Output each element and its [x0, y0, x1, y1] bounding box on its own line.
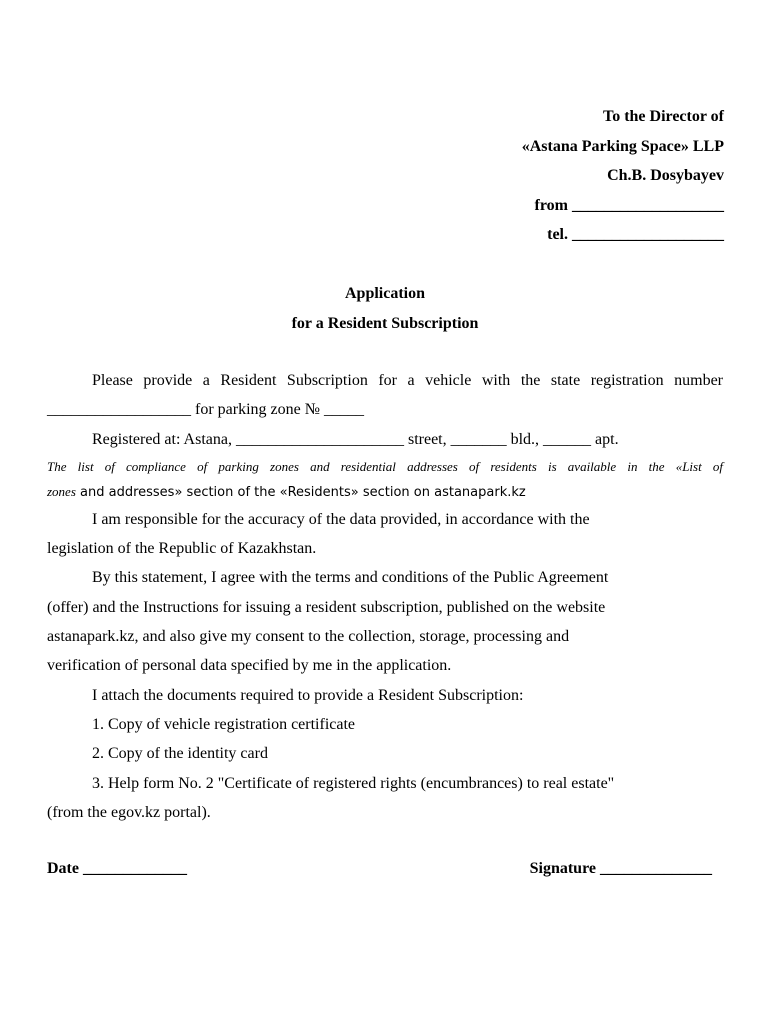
note-line-1: The list of compliance of parking zones and residential addresses of residents is available in the «List of — [47, 458, 723, 474]
addressee-director: To the Director of — [602, 108, 724, 125]
request-paragraph-line-2: __________________ for parking zone № _____ — [47, 401, 364, 419]
request-paragraph-line-1: Please provide a Resident Subscription for a vehicle with the state registration number — [92, 372, 723, 389]
agreement-line-1: By this statement, I agree with the terms and conditions of the Public Agreement — [92, 569, 609, 587]
responsibility-line-2: legislation of the Republic of Kazakhstan. — [47, 540, 317, 558]
addressee-tel-field: tel. ___________________ — [547, 226, 724, 243]
responsibility-line-1: I am responsible for the accuracy of the data provided, in accordance with the — [92, 510, 590, 528]
agreement-line-2: (offer) and the Instructions for issuing a resident subscription, published on the website — [47, 598, 606, 616]
title-line-1: Application — [344, 285, 425, 302]
agreement-line-3: astanapark.kz, and also give my consent to the collection, storage, processing and — [47, 628, 570, 646]
signature-field: Signature ______________ — [529, 860, 712, 877]
document-title — [0, 279, 770, 338]
title-line-2: for a Resident Subscription — [291, 314, 479, 332]
attachment-item-3-line-2: (from the egov.kz portal). — [47, 803, 211, 821]
addressee-block — [522, 102, 724, 250]
registration-address-line: Registered at: Astana, _____________________ street, _______ bld., ______ apt. — [92, 430, 619, 448]
agreement-line-4: verification of personal data specified by me in the application. — [47, 657, 452, 675]
note-line-2 — [47, 479, 723, 505]
attachments-intro: I attach the documents required to provide a Resident Subscription: — [92, 686, 524, 704]
attachment-item-3-line-1: 3. Help form No. 2 "Certificate of registered rights (encumbrances) to real estate" — [92, 774, 615, 792]
addressee-company: «Astana Parking Space» LLP — [521, 137, 724, 155]
attachment-item-2: 2. Copy of the identity card — [92, 745, 268, 763]
date-field: Date _____________ — [47, 860, 187, 877]
application-body — [47, 366, 723, 827]
note-line-2-rest: and addresses» section of the «Residents» section on astanapark.kz — [75, 484, 526, 500]
note-line-2-italic: zones — [47, 483, 76, 499]
addressee-name: Ch.B. Dosybayev — [607, 167, 724, 184]
addressee-from-field: from ___________________ — [534, 196, 724, 214]
attachment-item-1: 1. Copy of vehicle registration certificate — [92, 715, 356, 733]
